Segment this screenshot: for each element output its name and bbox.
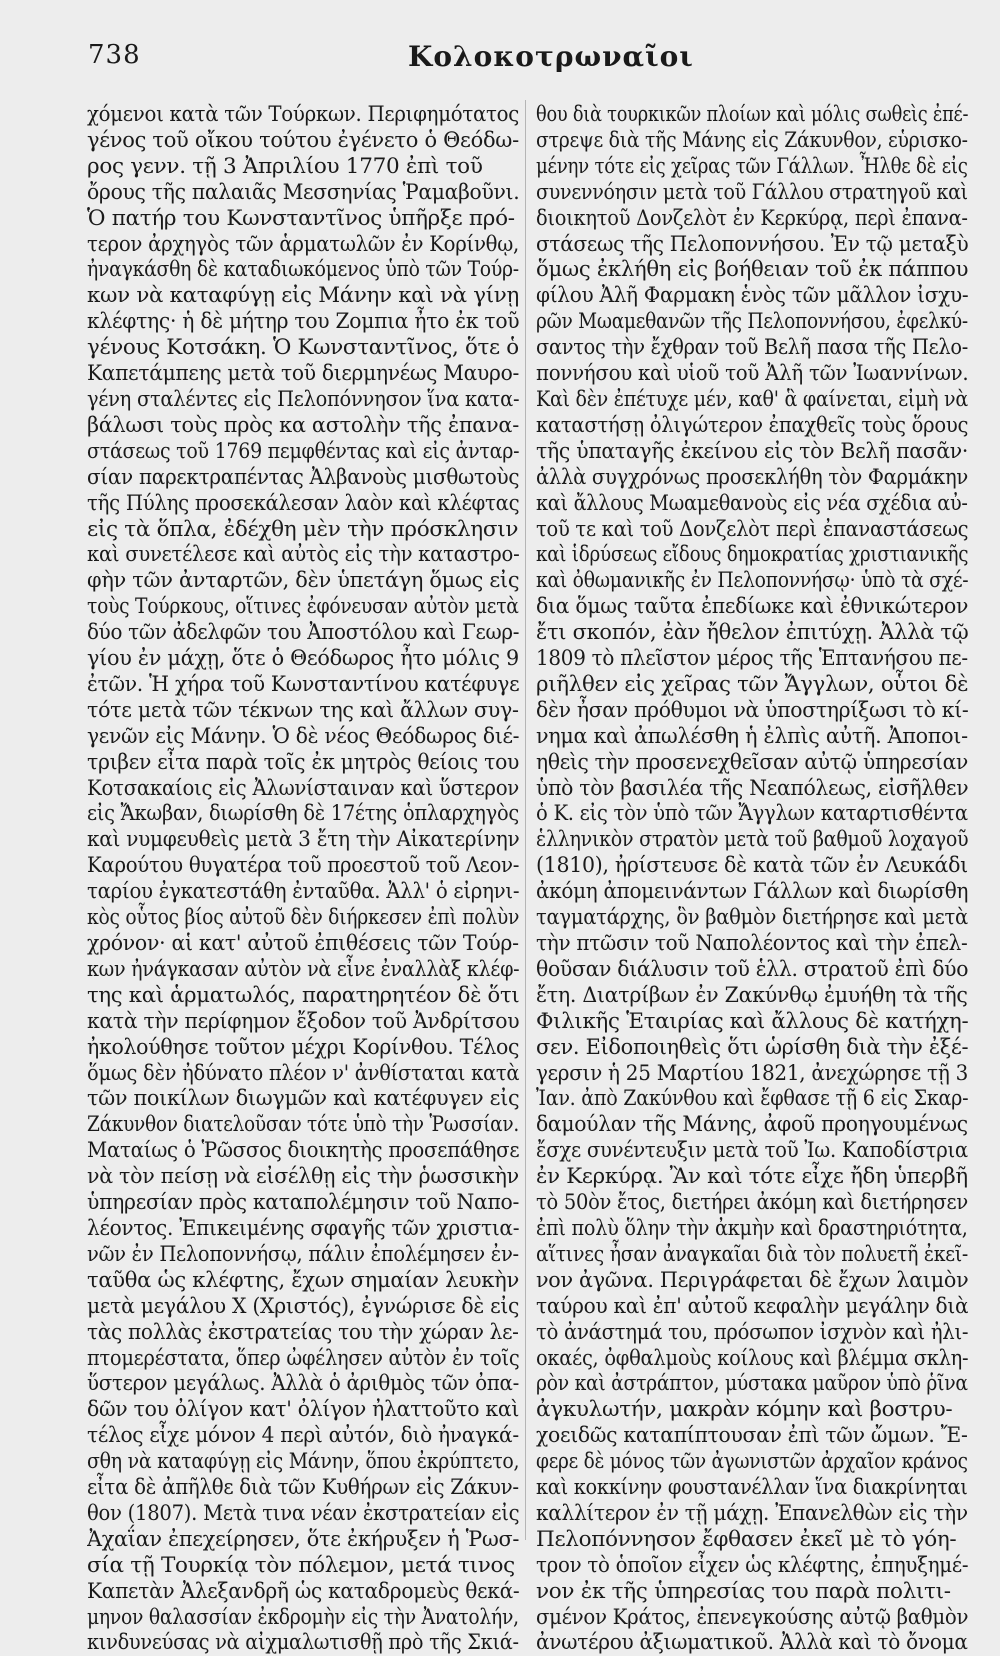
text-line: κατὰ τὴν περίφημον ἔξοδον τοῦ Ἀνδρίτσου (87, 1008, 519, 1034)
text-line: καταστήσῃ ὀλιγώτερον ἐπαχθεῖς τοὺς ὅρους (536, 412, 968, 438)
text-line: μετὰ μεγάλου Χ (Χριστός), ἐγνώρισε δὲ εἰς (87, 1293, 519, 1319)
text-line: ἐν Κερκύρᾳ. Ἂν καὶ τότε εἶχε ἤδη ὑπερβῆ (536, 1164, 968, 1190)
text-line: σίαν παρεκτραπέντας Ἀλβανοὺς μισθωτοὺς (87, 464, 519, 490)
column-divider (525, 100, 526, 1540)
text-line: τὰς πολλὰς ἐκστρατείας του τὴν χώραν λε- (87, 1319, 519, 1345)
text-line: ἐτῶν. Ἡ χήρα τοῦ Κωνσταντίνου κατέφυγε (87, 671, 519, 697)
text-line: χοειδῶς καταπίπτουσαν ἐπὶ τῶν ὤμων. Ἔ- (536, 1423, 968, 1449)
text-line: ὑπὸ τὸν βασιλέα τῆς Νεαπόλεως, εἰσῆλθεν (536, 775, 968, 801)
text-line: στάσεως τῆς Πελοποννήσου. Ἐν τῷ μεταξὺ (536, 231, 968, 257)
text-line: πτομερέστατα, ὅπερ ὠφέλησεν αὐτὸν ἐν τοῖς (87, 1345, 519, 1371)
text-line: κων νὰ καταφύγῃ εἰς Μάνην καὶ νὰ γίνῃ (87, 283, 519, 309)
text-line: κλέφτης· ἡ δὲ μήτηρ του Ζομπια ἦτο ἐκ τοῦ (87, 309, 519, 335)
text-line: τέλος εἶχε μόνον 4 περὶ αὐτόν, διὸ ἠναγκά- (87, 1423, 519, 1449)
text-line: δὲν ἦσαν πρόθυμοι νὰ ὑποστηρίξωσι τὸ κί- (536, 697, 968, 723)
page-number: 738 (88, 40, 141, 70)
text-line: τὴν πτῶσιν τοῦ Ναπολέοντος καὶ τὴν ἐπελ- (536, 931, 968, 956)
text-line: ἔτη. Διατρίβων ἐν Ζακύνθῳ ἐμυήθη τὰ τῆς (536, 982, 968, 1008)
text-line: ηθεὶς τὴν προσενεχθεῖσαν αὐτῷ ὑπηρεσίαν (536, 749, 968, 775)
text-line: Ματαίως ὁ Ῥῶσσος διοικητὴς προσεπάθησε (87, 1138, 519, 1164)
text-line: ἐπὶ πολὺ ὅλην τὴν ἀκμὴν καὶ δραστηριότητα, (536, 1215, 968, 1241)
text-line: ὕστερον μεγάλως. Ἀλλὰ ὁ ἀριθμὸς τῶν ὀπα- (87, 1371, 519, 1397)
text-line: δῶν του ὀλίγον κατ' ὀλίγον ἠλαττοῦτο καὶ (87, 1397, 519, 1423)
text-line: τριβεν εἶτα παρὰ τοῖς ἐκ μητρὸς θείοις του (87, 749, 519, 775)
text-line: τῆς Πύλης προσεκάλεσαν λαὸν καὶ κλέφτας (87, 490, 519, 516)
text-line: Καπετὰν Ἀλεξανδρῆ ὡς καταδρομεὺς θεκά- (87, 1578, 519, 1604)
text-line: καὶ νυμφευθεὶς μετὰ 3 ἔτη τὴν Αἰκατερίνην (87, 827, 519, 853)
text-line: 1809 τὸ πλεῖστον μέρος τῆς Ἑπτανήσου πε- (536, 646, 968, 672)
text-line: μένην τότε εἰς χεῖρας τῶν Γάλλων. Ἦλθε δὲ εἰς (536, 153, 968, 179)
text-line: σμένον Κράτος, ἐπενεγκούσης αὐτῷ βαθμὸν (536, 1604, 968, 1630)
text-line: καλλίτερον ἐν τῇ μάχῃ. Ἐπανελθὼν εἰς τὴν (536, 1500, 968, 1526)
text-line: Καρούτου θυγατέρα τοῦ προεστοῦ τοῦ Λεον- (87, 853, 519, 879)
text-line: καὶ ἱδρύσεως εἴδους δημοκρατίας χριστιανικῆς (536, 542, 968, 568)
text-line: τότε μετὰ τῶν τέκνων της καὶ ἄλλων συγ- (87, 697, 519, 723)
text-line: γερσιν ἡ 25 Μαρτίου 1821, ἀνεχώρησε τῇ 3 (536, 1060, 968, 1086)
text-line: ἔσχε συνέντευξιν μετὰ τοῦ Ἰω. Καποδίστρια (536, 1138, 968, 1164)
text-line: φὴν τῶν ἀνταρτῶν, δὲν ὑπετάγη ὅμως εἰς (87, 568, 519, 594)
text-line: Ὁ πατήρ του Κωνσταντῖνος ὑπῆρξε πρό- (87, 205, 515, 231)
text-line: θου διὰ τουρκικῶν πλοίων καὶ μόλις σωθεὶς ἐπέ- (536, 102, 968, 127)
text-line: μηνον θαλασσίαν ἐκδρομὴν εἰς τὴν Ἀνατολήν, (87, 1604, 519, 1630)
text-line: σία τῇ Τουρκίᾳ τὸν πόλεμον, μετά τινος (87, 1552, 515, 1578)
text-line: δύο τῶν ἀδελφῶν του Ἀποστόλου καὶ Γεωρ- (87, 620, 519, 646)
text-line: Καπετάμπεης μετὰ τοῦ διερμηνέως Μαυρο- (87, 361, 519, 387)
text-line: Ζάκυνθον διατελοῦσαν τότε ὑπὸ τὴν Ῥωσσίαν. (87, 1112, 519, 1138)
text-line: φίλου Ἀλῆ Φαρμακη ἑνὸς τῶν μᾶλλον ἰσχυ- (536, 283, 968, 309)
text-line: τοὺς Τούρκους, οἵτινες ἐφόνευσαν αὐτὸν μετὰ (87, 594, 519, 620)
text-line: φερε δὲ μόνος τῶν ἀγωνιστῶν ἀρχαῖον κράνος (536, 1449, 968, 1475)
text-line: ἀκόμη ἀπομεινάντων Γάλλων καὶ διωρίσθη (536, 879, 968, 905)
text-line: ρος γενν. τῇ 3 Ἀπριλίου 1770 ἐπὶ τοῦ (87, 153, 483, 179)
text-line: γίου ἐν μάχῃ, ὅτε ὁ Θεόδωρος ἦτο μόλις 9 (87, 646, 519, 672)
text-line: τερον ἀρχηγὸς τῶν ἁρματωλῶν ἐν Κορίνθῳ, (87, 231, 519, 257)
text-line: κὸς οὗτος βίος αὐτοῦ δὲν διήρκεσεν ἐπὶ πολὺν (87, 905, 519, 931)
text-line: τῆς ὑπαταγῆς ἐκείνου εἰς τὸν Βελῆ πασᾶν· (536, 438, 968, 464)
text-line: διοικητοῦ Δονζελὸτ ἐν Κερκύρᾳ, περὶ ἐπανα- (536, 205, 968, 231)
text-line: βάλωσι τοὺς πρὸς κα αστολὴν τῆς ἐπανα- (87, 412, 519, 438)
text-line: ὄρους τῆς παλαιᾶς Μεσσηνίας Ῥαμαβοῦνι. (87, 179, 519, 205)
text-line: στάσεως τοῦ 1769 πεμφθέντας καὶ εἰς ἀνταρ- (87, 438, 519, 464)
text-line: αἵτινες ἦσαν ἀναγκαῖαι διὰ τὸν πολυετῆ ἐκεῖ- (536, 1241, 968, 1267)
text-line: τῶν ποικίλων διωγμῶν καὶ κατέφυγεν εἰς (87, 1086, 519, 1112)
text-line: τὸ 50ὸν ἔτος, διετήρει ἀκόμη καὶ διετήρησεν (536, 1190, 968, 1216)
text-line: νῶν ἐν Πελοποννήσῳ, πάλιν ἐπολέμησεν ἐν- (87, 1241, 519, 1267)
text-line: θοῦσαν διάλυσιν τοῦ ἑλλ. στρατοῦ ἐπὶ δύο (536, 956, 968, 982)
text-line: στρεψε διὰ τῆς Μάνης εἰς Ζάκυνθον, εὑρισκο- (536, 127, 968, 153)
text-line: ἠκολούθησε τοῦτον μέχρι Κορίνθου. Τέλος (87, 1034, 519, 1060)
text-line: ἔτι σκοπόν, ἐὰν ἤθελον ἐπιτύχῃ. Ἀλλὰ τῷ (536, 620, 968, 646)
text-line: ἠναγκάσθη δὲ καταδιωκόμενος ὑπὸ τῶν Τούρ- (87, 257, 519, 283)
text-line: νὰ τὸν πείσῃ νὰ εἰσέλθῃ εἰς τὴν ῥωσσικὴν (87, 1164, 519, 1190)
text-line: σθη νὰ καταφύγῃ εἰς Μάνην, ὅπου ἐκρύπτετο, (87, 1449, 519, 1475)
text-line: Ἰαν. ἀπὸ Ζακύνθου καὶ ἔφθασε τῇ 6 εἰς Σκαρ- (536, 1086, 968, 1112)
text-line: ὁ Κ. εἰς τὸν ὑπὸ τῶν Ἄγγλων καταρτισθέντα (536, 801, 968, 827)
text-line: ταγματάρχης, ὃν βαθμὸν διετήρησε καὶ μετὰ (536, 905, 968, 931)
text-line: ταύρου καὶ ἐπ' αὐτοῦ κεφαλὴν μεγάλην διὰ (536, 1293, 968, 1319)
running-head: Κολοκοτρωναῖοι (408, 40, 694, 73)
text-line: ρῶν Μωαμεθανῶν τῆς Πελοποννήσου, ἐφελκύ- (536, 309, 968, 335)
text-line: ταρίου ἐγκατεστάθη ἐνταῦθα. Ἀλλ' ὁ εἰρηνι- (87, 879, 519, 905)
text-line: ποννήσου καὶ υἱοῦ τοῦ Ἀλῆ τῶν Ἰωαννίνων. (536, 361, 968, 387)
text-line: τὸ ἀνάστημά του, πρόσωπον ἰσχνὸν καὶ ἠλι- (536, 1319, 968, 1345)
text-line: γενῶν εἰς Μάνην. Ὁ δὲ νέος Θεόδωρος διέ- (87, 723, 519, 749)
text-line: λέοντος. Ἐπικειμένης σφαγῆς τῶν χριστια- (87, 1215, 519, 1241)
text-line: ἀλλὰ συγχρόνως προσεκλήθη τὸν Φαρμάκην (536, 464, 968, 490)
text-line: της καὶ ἁρματωλός, παρατηρητέον δὲ ὅτι (87, 982, 519, 1008)
text-line: γένος τοῦ οἴκου τούτου ἐγένετο ὁ Θεόδω- (87, 127, 519, 153)
text-line: οκαές, ὀφθαλμοὺς κοίλους καὶ βλέμμα σκλη- (536, 1345, 968, 1371)
text-line: ριῆλθεν εἰς χεῖρας τῶν Ἄγγλων, οὗτοι δὲ (536, 671, 968, 697)
text-line: κων ἠνάγκασαν αὐτὸν νὰ εἶνε ἐναλλὰξ κλέφ- (87, 956, 519, 982)
text-line: θον (1807). Μετὰ τινα νέαν ἐκστρατείαν εἰς (87, 1500, 519, 1526)
text-line: νημα καὶ ἀπωλέσθη ἡ ἐλπὶς αὐτῆ. Ἀποποι- (536, 723, 968, 749)
text-line: δαμούλαν τῆς Μάνης, ἀφοῦ προηγουμένως (536, 1112, 968, 1138)
right-column (536, 102, 968, 1656)
text-line: Κοτσακαίοις εἰς Ἀλωνίσταιναν καὶ ὕστερον (87, 775, 519, 801)
text-line: ἀγκυλωτήν, μακρὰν κόμην καὶ βοστρυ- (536, 1397, 953, 1423)
text-line: ὅμως ἐκλήθη εἰς βοήθειαν τοῦ ἐκ πάππου (536, 257, 968, 283)
text-line: νον ἐκ τῆς ὑπηρεσίας του παρὰ πολιτι- (536, 1578, 951, 1604)
left-column (87, 102, 519, 1656)
text-line: χρόνον· αἱ κατ' αὐτοῦ ἐπιθέσεις τῶν Τούρ- (87, 931, 519, 956)
text-line: εἰς Ἄκωβαν, διωρίσθη δὲ 17έτης ὁπλαρχηγὸς (87, 801, 519, 827)
text-line: καὶ συνετέλεσε καὶ αὐτὸς εἰς τὴν καταστρο- (87, 542, 519, 568)
text-line: τρον τὸ ὁποῖον εἶχεν ὡς κλέφτης, ἐπηυξημέ- (536, 1552, 968, 1578)
text-line: συνεννόησιν μετὰ τοῦ Γάλλου στρατηγοῦ καὶ (536, 179, 968, 205)
text-line: τοῦ τε καὶ τοῦ Δονζελὸτ περὶ ἐπαναστάσεως (536, 516, 968, 542)
text-line: κινδυνεύσας νὰ αἰχμαλωτισθῇ πρὸ τῆς Σκιά- (87, 1630, 519, 1656)
text-line: Καὶ δὲν ἐπέτυχε μέν, καθ' ἃ φαίνεται, εἰμὴ νὰ (536, 386, 968, 412)
text-line: ρὸν καὶ ἀστράπτον, μύστακα μαῦρον ὑπὸ ῥῖνα (536, 1371, 968, 1397)
text-line: εἰς τὰ ὅπλα, ἐδέχθη μὲν τὴν πρόσκλησιν (87, 516, 519, 542)
text-line: καὶ κοκκίνην φουστανέλλαν ἵνα διακρίνηται (536, 1475, 968, 1501)
text-line: ὅμως δὲν ἠδύνατο πλέον ν' ἀνθίσταται κατὰ (87, 1060, 519, 1086)
text-line: σαντος τὴν ἔχθραν τοῦ Βελῆ πασα τῆς Πελο- (536, 335, 968, 361)
text-line: ἑλληνικὸν στρατὸν μετὰ τοῦ βαθμοῦ λοχαγοῦ (536, 827, 968, 853)
text-line: Πελοπόννησον ἔφθασεν ἐκεῖ μὲ τὸ γόη- (536, 1526, 957, 1552)
text-line: ταῦθα ὡς κλέφτης, ἔχων σημαίαν λευκὴν (87, 1267, 519, 1293)
text-line: καὶ ἄλλους Μωαμεθανοὺς εἰς νέα σχέδια αὐ- (536, 490, 968, 516)
text-line: ἀνωτέρου ἀξιωματικοῦ. Ἀλλὰ καὶ τὸ ὄνομα (536, 1630, 968, 1656)
text-line: ὑπηρεσίαν πρὸς καταπολέμησιν τοῦ Ναπο- (87, 1190, 519, 1216)
text-line: καὶ ὀθωμανικῆς ἐν Πελοποννήσῳ· ὑπὸ τὰ σχέ- (536, 568, 968, 594)
text-line: χόμενοι κατὰ τῶν Τούρκων. Περιφημότατος (87, 102, 519, 127)
text-line: (1810), ἠρίστευσε δὲ κατὰ τῶν ἐν Λευκάδι (536, 853, 968, 879)
text-line: Φιλικῆς Ἑταιρίας καὶ ἄλλους δὲ κατήχη- (536, 1008, 968, 1034)
text-line: γένους Κοτσάκη. Ὁ Κωνσταντῖνος, ὅτε ὁ (87, 335, 519, 361)
text-line: δια ὅμως ταῦτα ἐπεδίωκε καὶ ἐθνικώτερον (536, 594, 968, 620)
text-line: σεν. Εἰδοποιηθεὶς ὅτι ὡρίσθη διὰ τὴν ἐξέ- (536, 1034, 968, 1060)
text-line: γένη σταλέντες εἰς Πελοπόννησον ἵνα κατα- (87, 386, 519, 412)
text-line: εἶτα δὲ ἀπῆλθε διὰ τῶν Κυθήρων εἰς Ζάκυν- (87, 1475, 519, 1501)
text-line: νον ἀγῶνα. Περιγράφεται δὲ ἔχων λαιμὸν (536, 1267, 968, 1293)
text-line: Ἀχαΐαν ἐπεχείρησεν, ὅτε ἐκήρυξεν ἡ Ῥωσ- (87, 1526, 519, 1552)
